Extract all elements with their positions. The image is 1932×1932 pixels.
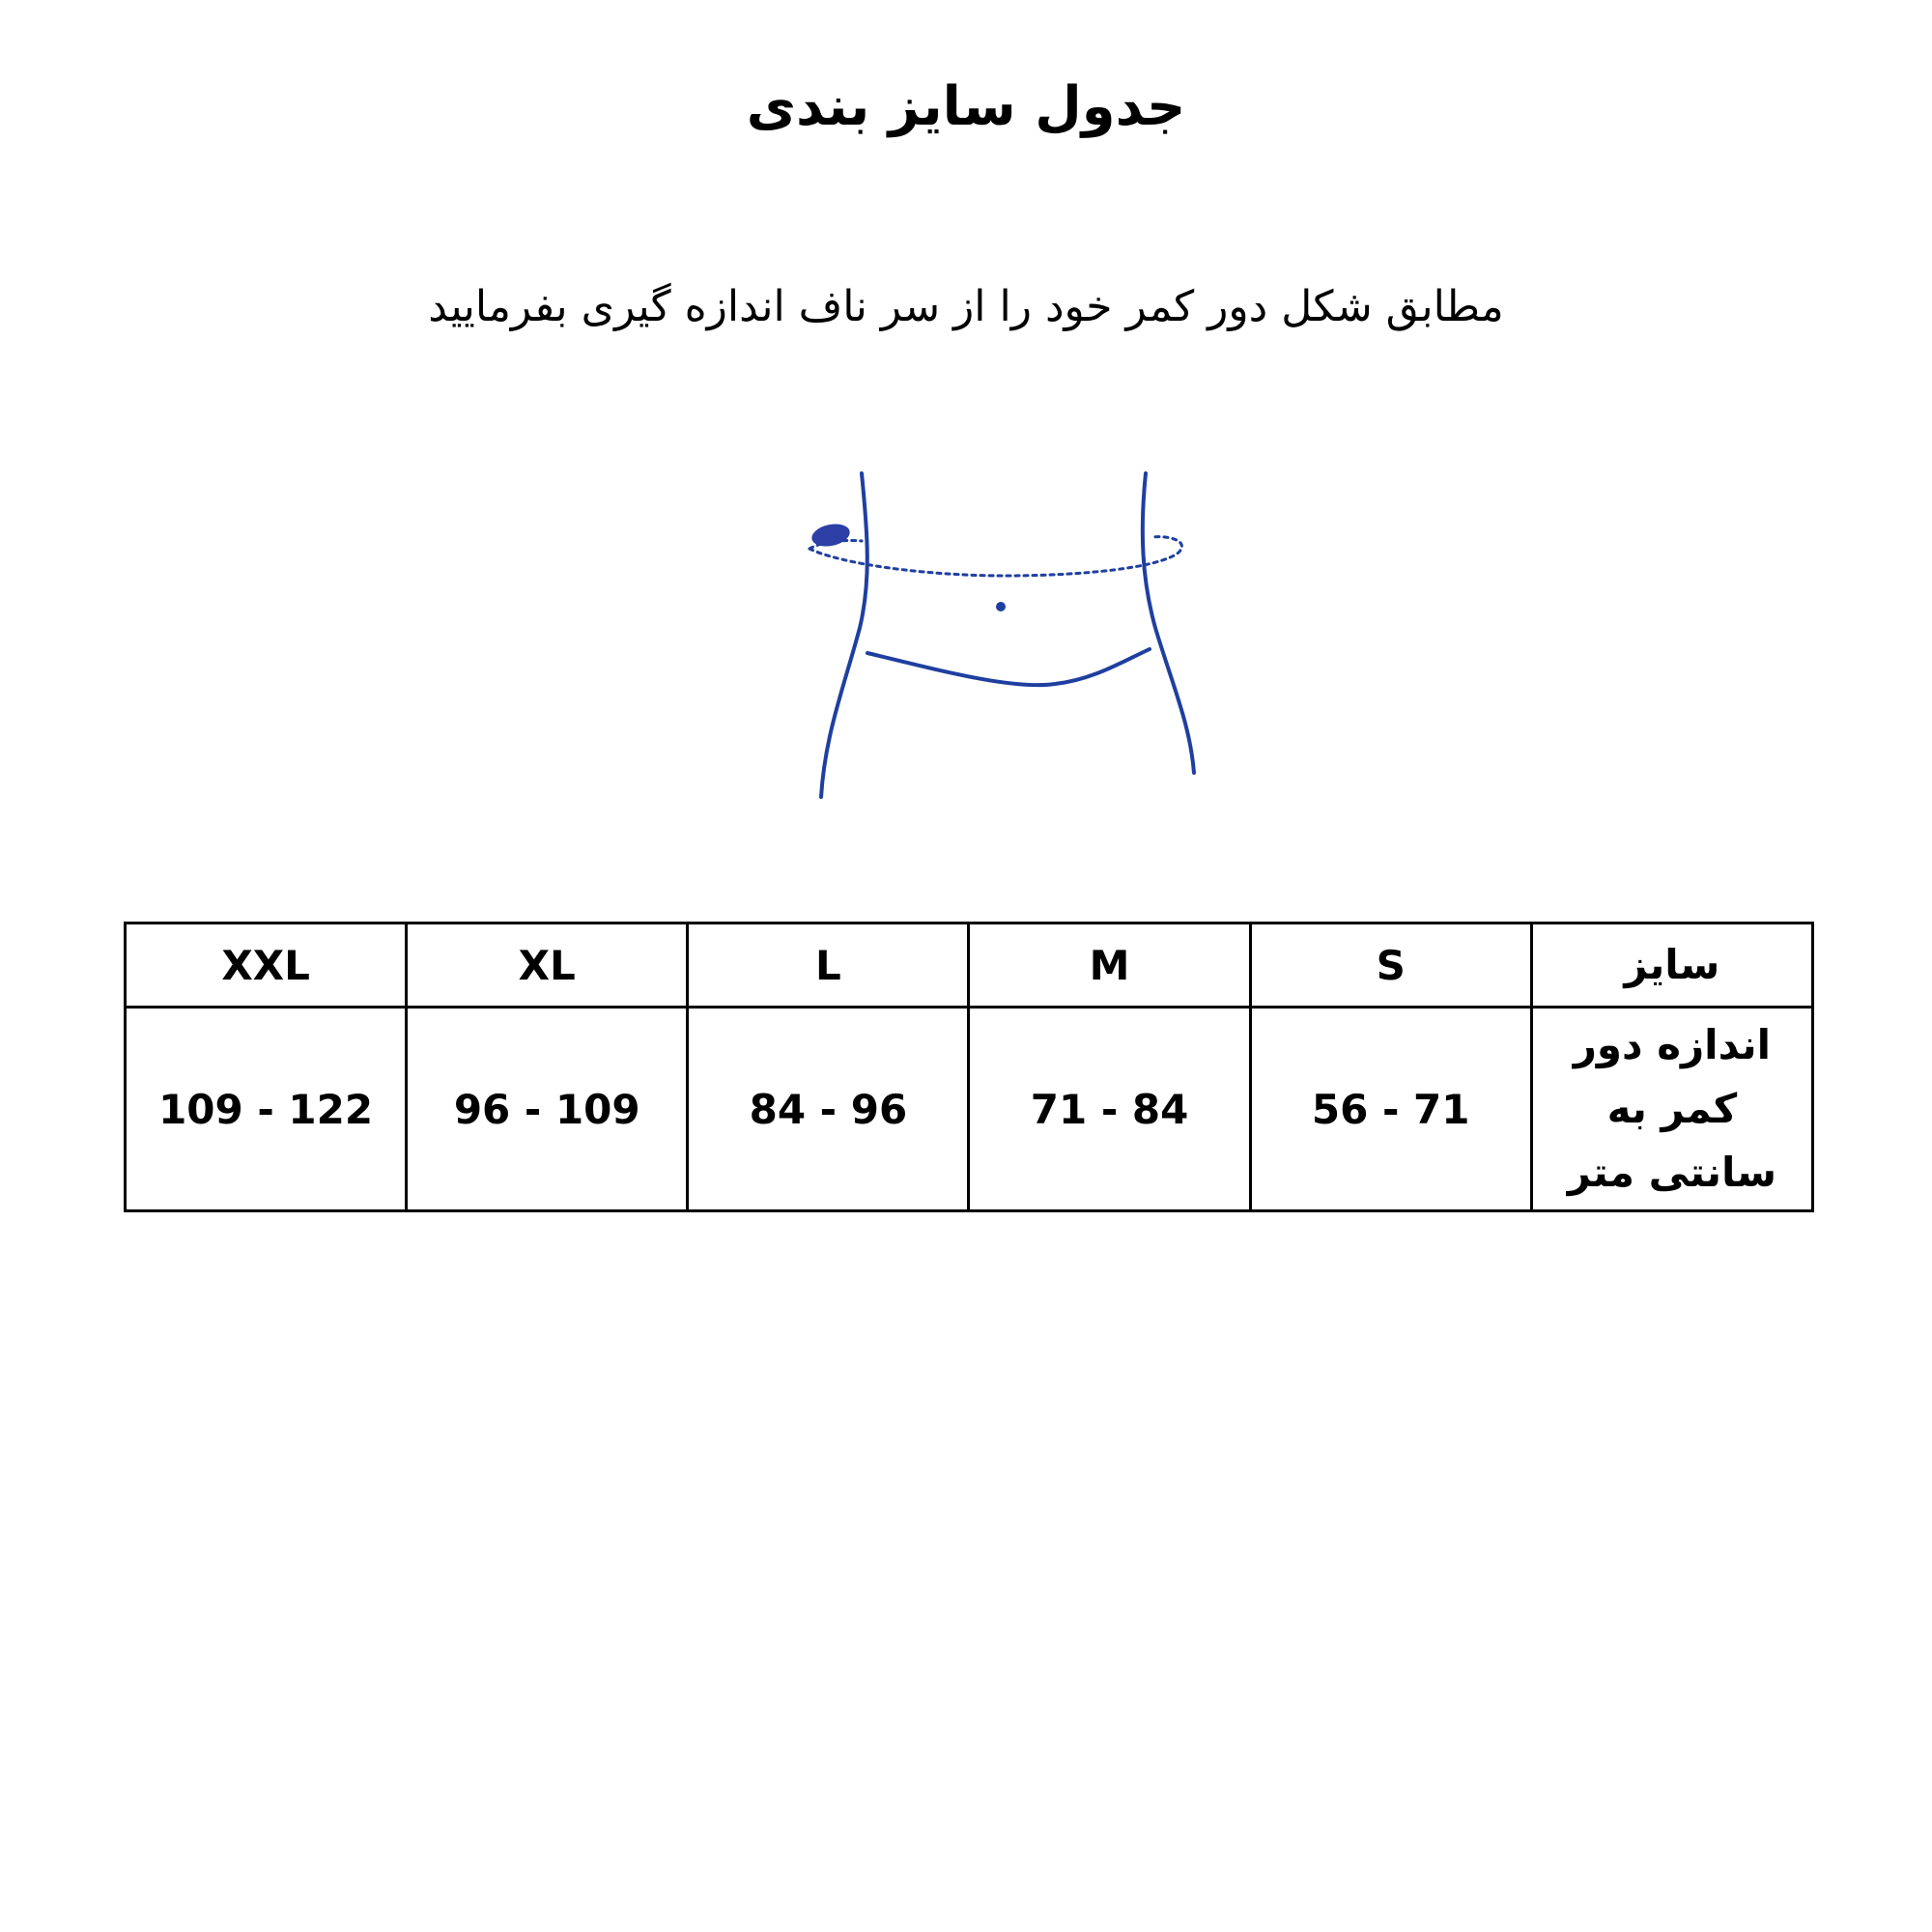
size-table [124, 922, 1814, 1212]
size-row-label: سایز [1531, 923, 1812, 1008]
size-cell-m: M [969, 923, 1250, 1008]
size-cell-l: L [688, 923, 969, 1008]
measurement-instruction: مطابق شکل دور کمر خود را از سر ناف اندازه گیری بفرمایید [428, 282, 1504, 331]
waist-row-label: اندازه دور کمر به سانتی متر [1531, 1008, 1812, 1211]
size-cell-xl: XL [407, 923, 688, 1008]
range-cell-xl: 96 - 109 [407, 1008, 688, 1211]
size-chart [124, 922, 1814, 1212]
waist-measurement-figure [773, 464, 1217, 811]
range-cell-m: 71 - 84 [969, 1008, 1250, 1211]
size-cell-s: S [1250, 923, 1531, 1008]
table-header-row [126, 923, 1813, 1008]
range-cell-l: 84 - 96 [688, 1008, 969, 1211]
table-row [126, 1008, 1813, 1211]
range-cell-s: 56 - 71 [1250, 1008, 1531, 1211]
size-cell-xxl: XXL [126, 923, 407, 1008]
page-title: جدول سایز بندی [746, 75, 1186, 138]
range-cell-xxl: 109 - 122 [126, 1008, 407, 1211]
waist-measurement-icon [773, 464, 1217, 811]
